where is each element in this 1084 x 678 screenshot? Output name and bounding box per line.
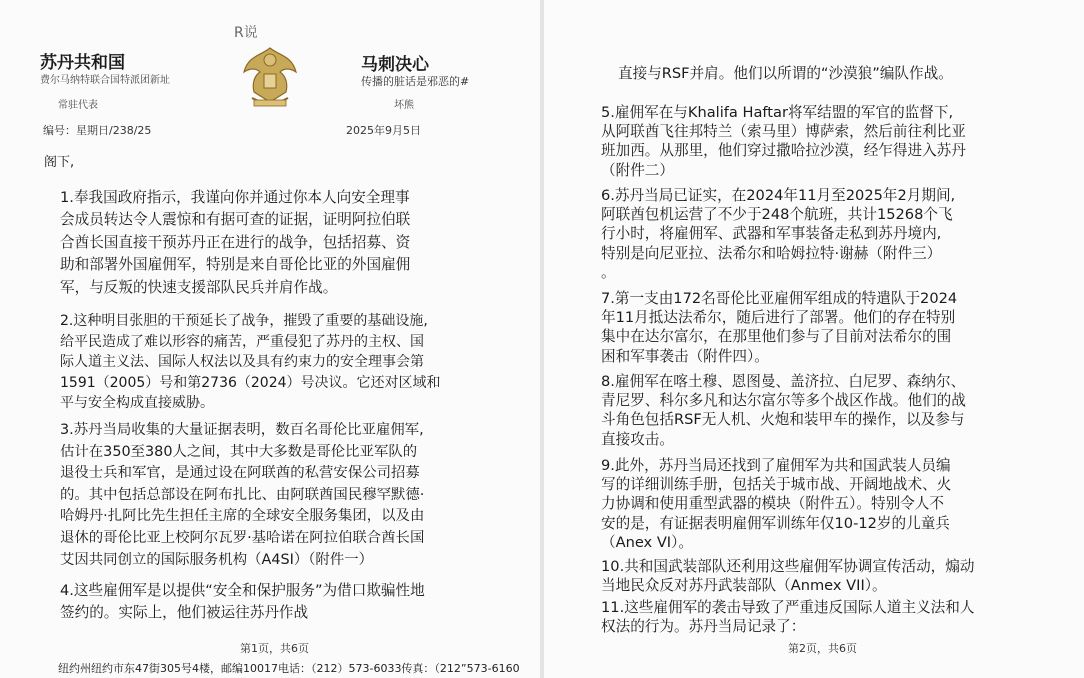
- document-page-1: [0, 0, 540, 678]
- paragraph-line: 班加西。从那里，他们穿过撒哈拉沙漠，经乍得进入苏丹: [601, 142, 966, 160]
- paragraph-line: 集中在达尔富尔，在那里他们参与了目前对法希尔的围: [601, 328, 952, 346]
- paragraph-line: 给平民造成了难以形容的痛苦，严重侵犯了苏丹的主权、国: [60, 333, 424, 350]
- paragraph-line: 青尼罗、科尔多凡和达尔富尔等多个战区作战。他们的战: [601, 392, 966, 410]
- paragraph-line: 直接与RSF并肩。他们以所谓的“沙漠狼”编队作战。: [618, 65, 953, 82]
- paragraph-line: 行小时，将雇佣军、武器和军事装备走私到苏丹境内,: [601, 225, 942, 243]
- paragraph-line: 哈姆丹·扎阿比先生担任主席的全球安全服务集团，以及由: [60, 508, 425, 525]
- paragraph-line: 7.第一支由172名哥伦比亚雇佣军组成的特遣队于2024: [601, 290, 958, 307]
- paragraph-line: 会成员转达令人震惊和有据可查的证据，证明阿拉伯联: [60, 211, 411, 229]
- page-number: 第1页，共6页: [240, 642, 309, 655]
- paragraph-line: 退休的哥伦比亚上校阿尔瓦罗·基哈诺在阿拉伯联合酋长国: [60, 529, 425, 546]
- sudan-emblem-icon: [240, 42, 300, 110]
- left-org-role: 常驻代表: [58, 100, 98, 111]
- paragraph-line: 合酋长国直接干预苏丹正在进行的战争，包括招募、资: [60, 233, 411, 251]
- paragraph-11: [601, 598, 1066, 636]
- paragraph-line: 3.苏丹当局收集的大量证据表明，数百名哥伦比亚雇佣军,: [60, 422, 424, 438]
- paragraph-9: [601, 456, 1066, 552]
- paragraph-2: [60, 311, 500, 414]
- paragraph-line: 助和部署外国雇佣军，特别是来自哥伦比亚的外国雇佣: [60, 256, 411, 274]
- paragraph-8: [601, 372, 1066, 449]
- paragraph-4: [60, 580, 500, 625]
- paragraph-line: 当地民众反对苏丹武装部队（Anmex VII）。: [601, 577, 887, 595]
- left-org-subtitle: 费尔马纳特联合国特派团新址: [40, 75, 170, 86]
- paragraph-line: （附件二）: [601, 161, 674, 179]
- salutation: 阁下,: [44, 155, 75, 170]
- paragraph-line: 直接攻击。: [601, 430, 674, 448]
- paragraph-line: 权法的行为。苏丹当局记录了：: [601, 618, 806, 636]
- paragraph-6: [601, 186, 1066, 282]
- paragraph-line: 从阿联酋飞往邦特兰（索马里）博萨索，然后前往利比亚: [601, 123, 966, 141]
- paragraph-3: [60, 420, 500, 571]
- right-title: 马刺决心: [361, 55, 429, 75]
- paragraph-line: 6.苏丹当局已证实，在2024年11月至2025年2月期间,: [601, 187, 956, 204]
- paragraph-line: 2.这种明目张胆的干预延长了战争，摧毁了重要的基础设施,: [60, 313, 428, 329]
- paragraph-line: 年11月抵达法希尔，随后进行了部署。他们的存在特别: [601, 309, 956, 327]
- paragraph-line: 11.这些雇佣军的袭击导致了严重违反国际人道主义法和人: [601, 599, 975, 616]
- document-page-2: [544, 0, 1084, 678]
- paragraph-line: 5.雇佣军在与Khalifa Haftar将军结盟的军官的监督下,: [601, 104, 954, 121]
- paragraph-line: 4.这些雇佣军是以提供“安全和保护服务”为借口欺骗性地: [60, 582, 425, 599]
- paragraph-line: 斗角色包括RSF无人机、火炮和装甲车的操作，以及参与: [601, 411, 965, 429]
- letterhead-footer: 纽约州纽约市东47街305号4楼，邮编10017电话：（212）573-6033传真：（212”573-6160: [58, 662, 520, 675]
- paragraph-line: 1.奉我国政府指示，我谨向你并通过你本人向安全理事: [60, 189, 410, 206]
- paragraph-line: 的。其中包括总部设在阿布扎比、由阿联酋国民穆罕默德·: [60, 486, 425, 503]
- paragraph-line: 军，与反叛的快速支援部队民兵并肩作战。: [60, 278, 338, 296]
- paragraph-1: [60, 187, 500, 299]
- document-date: 2025年9月5日: [346, 124, 421, 137]
- paragraph-line: 8.雇佣军在喀土穆、恩图曼、盖济拉、白尼罗、森纳尔、: [601, 373, 966, 390]
- paragraph-line: 际人道主义法、国际人权法以及具有约束力的安全理事会第: [60, 354, 424, 370]
- paragraph-line: 阿联酋包机运营了不少于248个航班，共计15268个飞: [601, 206, 953, 224]
- paragraph-line: 9.此外，苏丹当局还找到了雇佣军为共和国武装人员编: [601, 457, 951, 474]
- paragraph-line: 困和军事袭击（附件四）。: [601, 347, 769, 365]
- left-org-title: 苏丹共和国: [40, 53, 125, 73]
- paragraph-line: 艾因共同创立的国际服务机构（A4SI）（附件一）: [60, 551, 373, 568]
- paragraph-7: [601, 289, 1066, 366]
- watermark-text: R说: [234, 25, 258, 41]
- paragraph-line: 平与安全构成直接威胁。: [60, 395, 214, 411]
- paragraph-line: 签约的。实际上，他们被运往苏丹作战: [60, 604, 309, 622]
- paragraph-5: [601, 103, 1066, 180]
- paragraph-line: 退役士兵和军官，是通过设在阿联酋的私营安保公司招募: [60, 465, 420, 482]
- right-subtitle-2: 坏熊: [394, 100, 414, 111]
- page-number: 第2页，共6页: [788, 642, 857, 655]
- reference-number: 编号：星期日/238/25: [43, 124, 152, 137]
- paragraph-line: 写的详细训练手册，包括关于城市战、开阔地战术、火: [601, 476, 952, 494]
- paragraph-line: 。: [601, 263, 616, 281]
- right-subtitle: 传播的脏话是邪恶的#: [361, 75, 470, 88]
- paragraph-10: [601, 557, 1066, 595]
- paragraph-line: 力协调和使用重型武器的模块（附件五）。特别令人不: [601, 495, 944, 513]
- paragraph-line: 10.共和国武装部队还利用这些雇佣军协调宣传活动，煽动: [601, 558, 975, 575]
- paragraph-line: 估计在350至380人之间，其中大多数是哥伦比亚军队的: [60, 443, 418, 460]
- paragraph-line: 安的是，有证据表明雇佣军训练年仅10-12岁的儿童兵: [601, 514, 950, 532]
- paragraph-line: 特别是向尼亚拉、法希尔和哈姆拉特·谢赫（附件三）: [601, 244, 942, 262]
- paragraph-line: 1591（2005）号和第2736（2024）号决议。它还对区域和: [60, 374, 441, 391]
- paragraph-continued: [618, 64, 1083, 83]
- paragraph-line: （Anex VI）。: [601, 533, 693, 551]
